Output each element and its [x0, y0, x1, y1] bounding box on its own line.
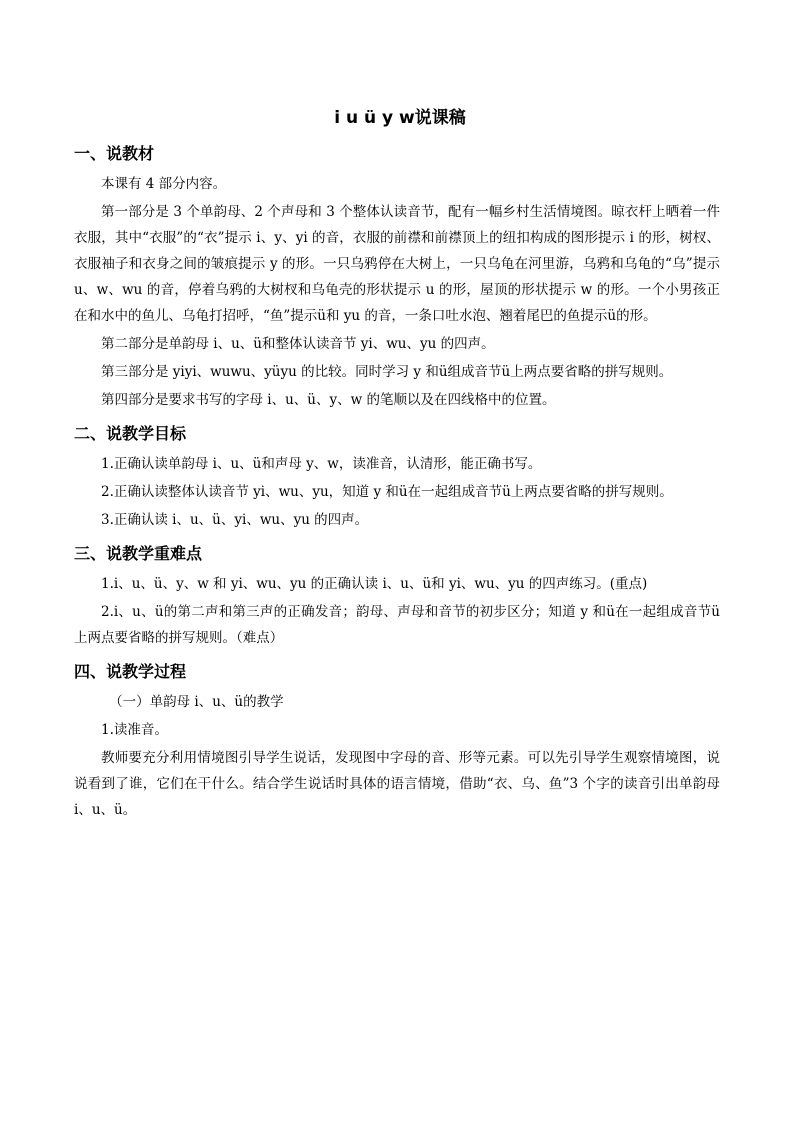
section-heading: 二、说教学目标 — [74, 424, 187, 443]
paragraph: 第四部分是要求书写的字母 i、u、ü、y、w 的笔顺以及在四线格中的位置。 — [101, 392, 556, 408]
section-teaching-process — [74, 659, 720, 823]
paragraph: 1.i、u、ü、y、w 和 yi、wu、yu 的正确认读 i、u、ü和 yi、wu、yu 的四声练习。(重点) — [101, 576, 648, 592]
section-heading: 四、说教学过程 — [74, 662, 187, 681]
paragraph: 1.正确认读单韵母 i、u、ü和声母 y、w，读准音，认清形，能正确书写。 — [101, 456, 542, 472]
paragraph: 3.正确认读 i、u、ü、yi、wu、yu 的四声。 — [101, 512, 369, 528]
section-heading: 三、说教学重难点 — [74, 544, 203, 563]
section-heading: 一、说教材 — [74, 144, 155, 163]
paragraph: 教师要充分利用情境图引导学生说话，发现图中字母的音、形等元素。可以先引导学生观察情境图，说说看到了谁，它们在干什么。结合学生说话时具体的语言情境，借助“衣、乌、鱼”3 个字的读音引出单韵母 i、u、ü。 — [74, 750, 720, 818]
paragraph: 第一部分是 3 个单韵母、2 个声母和 3 个整体认读音节，配有一幅乡村生活情境图。晾衣杆上晒着一件衣服，其中“衣服”的“衣”提示 i、y、yi 的音，衣服的前襟和前襟顶上的纽扣构成的图形提示 i 的形，树杈、衣服袖子和衣身之间的皱痕提示 y 的形。一只乌鸦停在大树上，一只乌龟在河里游，乌鸦和乌龟的“乌”提示 u、w、wu 的音，停着乌鸦的大树杈和乌龟壳的形状提示 u 的形，屋顶的形状提示 w 的形。一个小男孩正在和水中的鱼儿、乌龟打招呼，“鱼”提示ü和 yu 的音，一条口吐水泡、翘着尾巴的鱼提示ü的形。 — [74, 204, 720, 324]
paragraph: 2.i、u、ü的第二声和第三声的正确发音；韵母、声母和音节的初步区分；知道 y 和ü在一起组成音节ü上两点要省略的拼写规则。（难点） — [74, 604, 720, 646]
document-title: i u ü y w说课稿 — [334, 108, 466, 128]
paragraph: 1.读准音。 — [101, 722, 168, 738]
section-textbook — [74, 141, 720, 413]
paragraph: 本课有 4 部分内容。 — [101, 176, 227, 192]
paragraph: 2.正确认读整体认读音节 yi、wu、yu，知道 y 和ü在一起组成音节ü上两点要省略的拼写规则。 — [101, 484, 673, 500]
subsection-heading: （一）单韵母 i、u、ü的教学 — [109, 694, 284, 710]
section-teaching-goals — [74, 421, 720, 533]
paragraph: 第二部分是单韵母 i、u、ü和整体认读音节 yi、wu、yu 的四声。 — [101, 336, 495, 352]
section-key-difficulties — [74, 541, 720, 651]
paragraph: 第三部分是 yiyi、wuwu、yüyu 的比较。同时学习 y 和ü组成音节ü上两点要省略的拼写规则。 — [101, 364, 673, 380]
